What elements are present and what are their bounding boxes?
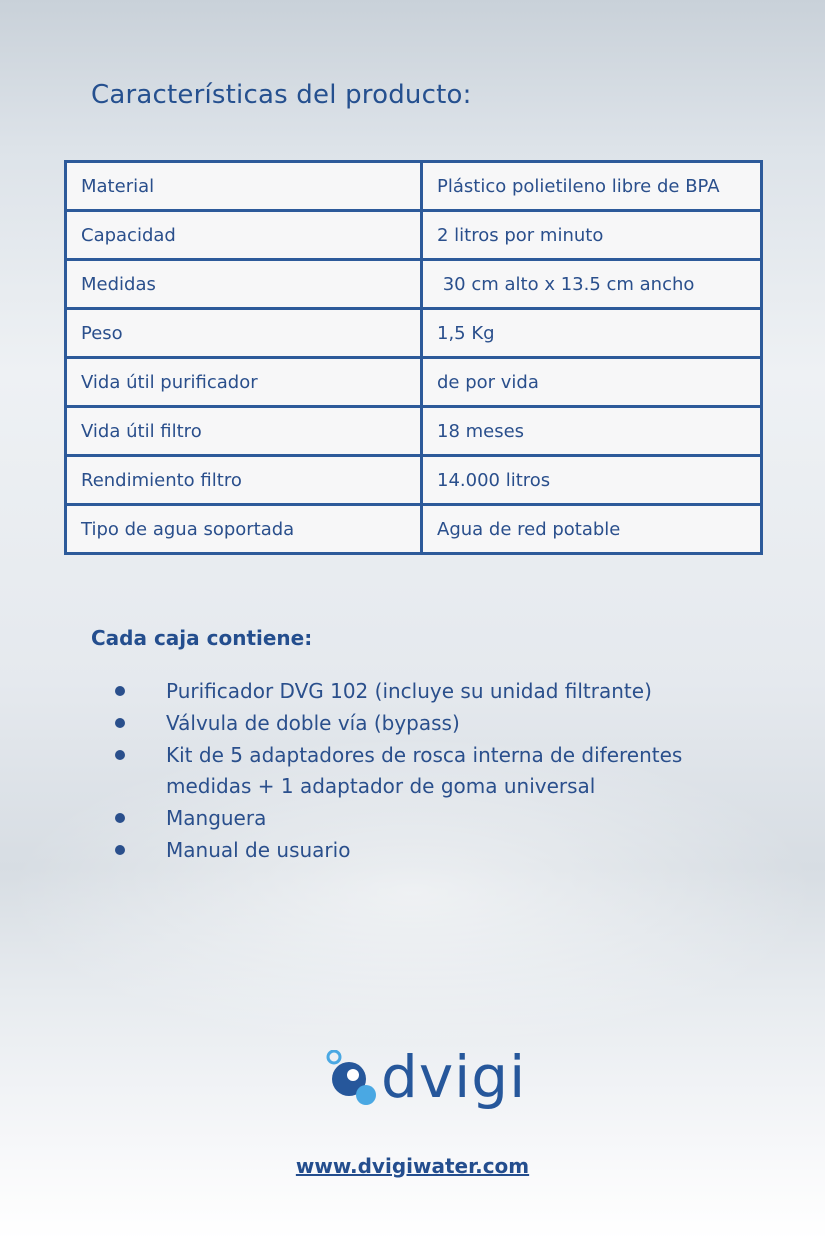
page-title: Características del producto:: [91, 80, 472, 110]
spec-value: de por vida: [422, 358, 762, 407]
list-item-text: Manual de usuario: [166, 838, 351, 862]
logo-wordmark: dvigi: [381, 1043, 527, 1111]
box-contents-list: [113, 676, 733, 867]
spec-value: 1,5 Kg: [422, 309, 762, 358]
list-item-text: Kit de 5 adaptadores de rosca interna de diferentes medidas + 1 adaptador de goma universal: [166, 743, 683, 798]
spec-value: Agua de red potable: [422, 505, 762, 554]
spec-label: Material: [66, 162, 422, 211]
spec-value: 14.000 litros: [422, 456, 762, 505]
dvigi-logo: [326, 1043, 527, 1116]
bullet-icon: [115, 718, 125, 728]
list-item: [113, 835, 733, 866]
spec-value: 30 cm alto x 13.5 cm ancho: [422, 260, 762, 309]
table-row: [66, 211, 762, 260]
spec-label: Capacidad: [66, 211, 422, 260]
spec-label: Peso: [66, 309, 422, 358]
list-item: [113, 676, 733, 707]
spec-label: Rendimiento filtro: [66, 456, 422, 505]
table-row: [66, 162, 762, 211]
website-link[interactable]: www.dvigiwater.com: [295, 1154, 530, 1178]
water-drops-icon: [326, 1050, 386, 1116]
table-row: [66, 505, 762, 554]
bullet-icon: [115, 750, 125, 760]
spec-label: Medidas: [66, 260, 422, 309]
list-item-text: Válvula de doble vía (bypass): [166, 711, 460, 735]
list-item: [113, 803, 733, 834]
spec-label: Vida útil filtro: [66, 407, 422, 456]
list-item: [113, 708, 733, 739]
bullet-icon: [115, 845, 125, 855]
table-row: [66, 358, 762, 407]
list-item: [113, 740, 733, 802]
table-row: [66, 456, 762, 505]
table-row: [66, 309, 762, 358]
specs-table: [64, 160, 763, 555]
list-item-text: Manguera: [166, 806, 267, 830]
spec-label: Vida útil purificador: [66, 358, 422, 407]
bullet-icon: [115, 813, 125, 823]
spec-value: 2 litros por minuto: [422, 211, 762, 260]
spec-value: Plástico polietileno libre de BPA: [422, 162, 762, 211]
spec-label: Tipo de agua soportada: [66, 505, 422, 554]
table-row: [66, 407, 762, 456]
table-row: [66, 260, 762, 309]
spec-value: 18 meses: [422, 407, 762, 456]
list-item-text: Purificador DVG 102 (incluye su unidad filtrante): [166, 679, 652, 703]
bullet-icon: [115, 686, 125, 696]
box-contents-title: Cada caja contiene:: [91, 626, 313, 650]
